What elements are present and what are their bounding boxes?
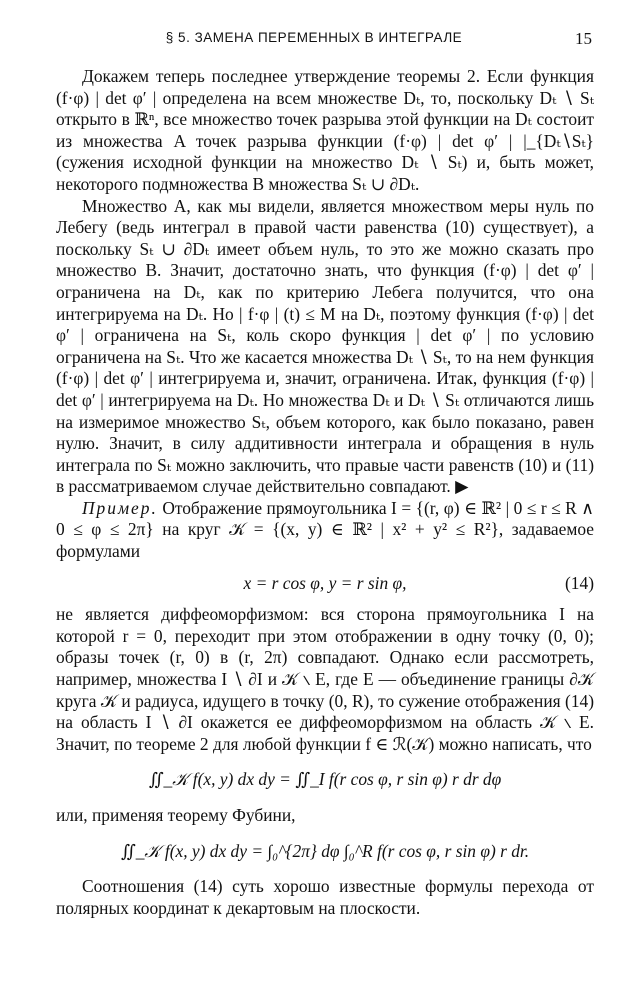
equation-14-number: (14) — [565, 572, 594, 593]
integral-2: ∬_𝒦 f(x, y) dx dy = ∫₀^{2π} dφ ∫₀^R f(r cos φ, r sin φ) r dr. — [120, 840, 530, 861]
paragraph-not-diffeomorphism: не является диффеоморфизмом: вся сторона прямоугольника I на которой r = 0, переходит при этом отображении в одну точку (0, 0); образы точек (r, 0) в (r, 2π) совпадают. Однако если рассмотреть, например, множества I ∖ ∂I и 𝒦 ∖ E, где E — объединение границы ∂𝒦 круга 𝒦 и радиуса, идущего в точку (0, R), то сужение отображения (14) на область I ∖ ∂I окажется ее диффеоморфизмом на область 𝒦 ∖ E. Значит, по теореме 2 для любой функции f ∈ ℛ(𝒦) можно написать, что — [56, 604, 594, 754]
integral-fubini — [56, 841, 594, 863]
paragraph-lebesgue: Множество A, как мы видели, является множеством меры нуль по Лебегу (ведь интеграл в правой части равенства (10) существует), а поскольку Sₜ ∪ ∂Dₜ имеет объем нуль, то это же можно сказать про множество B. Значит, достаточно знать, что функция (f·φ) | det φ′ | ограничена на Dₜ, как по критерию Лебега получится, что она интегрируема на Dₜ. Но | f·φ | (t) ≤ M на Dₜ, поэтому функция (f·φ) | det φ′ | ограничена на Sₜ, коль скоро функция | det φ′ | по условию ограничена на Sₜ. Что же касается множества Dₜ ∖ Sₜ, то на нем функция (f·φ) | det φ′ | интегрируема и, значит, ограничена. Итак, функция (f·φ) | det φ′ | интегрируема на Dₜ. Но множества Dₜ и Dₜ ∖ Sₜ отличаются лишь на измеримое множество Sₜ, объем которого, как было показано, равен нулю. Значит, в силу аддитивности интеграла и обращения в нуль интеграла по Sₜ можно заключить, что правые части равенств (10) и (11) в рассматриваемом случае действительно совпадают. ▶ — [56, 195, 594, 497]
example-label: Пример. — [82, 497, 158, 518]
integral-change-of-variables — [56, 769, 594, 791]
example-text: Отображение прямоугольника I = {(r, φ) ∈ ℝ² | 0 ≤ r ≤ R ∧ 0 ≤ φ ≤ 2π} на круг 𝒦 = {(x, y) ∈ ℝ² | x² + y² ≤ R²}, задаваемое формулами — [56, 497, 594, 562]
integral-1: ∬_𝒦 f(x, y) dx dy = ∬_I f(r cos φ, r sin φ) r dr dφ — [148, 769, 502, 790]
paragraph-fubini: или, применяя теорему Фубини, — [56, 805, 296, 825]
equation-14 — [56, 573, 594, 595]
paragraph-proof-start: Докажем теперь последнее утверждение теоремы 2. Если функция (f·φ) | det φ′ | определена на всем множестве Dₜ, то, поскольку Dₜ ∖ Sₜ открыто в ℝⁿ, все множество точек разрыва этой функции на Dₜ состоит из множества A точек разрыва функции (f·φ) | det φ′ | |_{Dₜ∖Sₜ} (сужения исходной функции на множество Dₜ ∖ Sₜ) и, быть может, некоторого подмножества B множества Sₜ ∪ ∂Dₜ. — [56, 66, 594, 194]
page-header — [0, 30, 628, 54]
paragraph-example — [56, 498, 594, 563]
running-title: § 5. ЗАМЕНА ПЕРЕМЕННЫХ В ИНТЕГРАЛЕ — [165, 30, 463, 45]
paragraph-polar: Соотношения (14) суть хорошо известные формулы перехода от полярных координат к декартовым на плоскости. — [56, 876, 594, 918]
page-number: 15 — [575, 29, 592, 48]
equation-14-body: x = r cos φ, y = r sin φ, — [243, 572, 407, 593]
page-body — [56, 66, 594, 919]
